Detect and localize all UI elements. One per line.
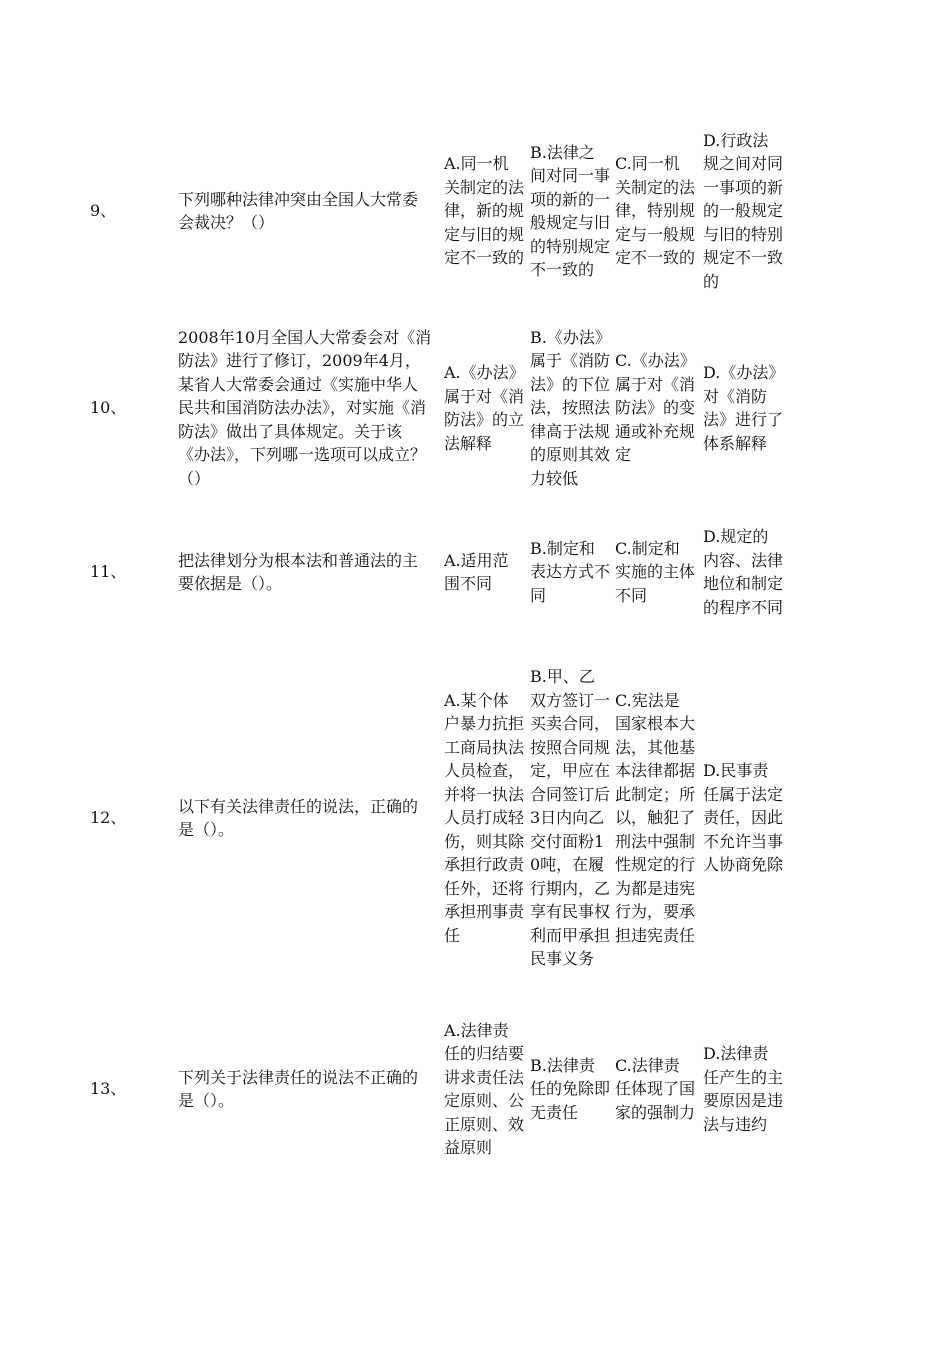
option-d: D.规定的内容、法律地位和制定的程序不同 [703, 527, 783, 617]
question-stem: 把法律划分为根本法和普通法的主要依据是（）。 [178, 550, 419, 593]
option-c: C.宪法是国家根本大法，其他基本法律都据此制定；所以，触犯了刑法中强制性规定的行为都是违宪行为，要承担违宪责任 [615, 690, 695, 945]
option-d: D.法律责任产生的主要原因是违法与违约 [703, 1044, 783, 1134]
question-row-13 [0, 1004, 950, 1174]
question-number: 11、 [90, 562, 127, 581]
option-c: C.同一机关制定的法律，特别规定与一般规定不一致的 [615, 154, 695, 268]
question-number: 9、 [90, 201, 117, 220]
option-d: D.民事责任属于法定责任，因此不允许当事人协商免除 [703, 761, 783, 875]
question-row-9 [0, 116, 950, 306]
option-c: C.制定和实施的主体不同 [615, 538, 695, 605]
option-b: B.法律责任的免除即无责任 [530, 1055, 610, 1122]
option-c: C.《办法》属于对《消防法》的变通或补充规定 [615, 351, 695, 465]
option-a: A.某个体户暴力抗拒工商局执法人员检查，并将一执法人员打成轻伤，则其除承担行政责任外，还将承担刑事责任 [444, 690, 524, 945]
question-row-10 [0, 302, 950, 514]
question-stem: 下列哪种法律冲突由全国人大常委会裁决？（） [178, 189, 419, 232]
question-row-12 [0, 630, 950, 1006]
option-a: A.同一机关制定的法律，新的规定与旧的规定不一致的 [444, 154, 524, 268]
option-a: A.《办法》属于对《消防法》的立法解释 [444, 363, 524, 453]
option-a: A.适用范围不同 [444, 550, 509, 593]
option-d: D.行政法规之间对同一事项的新的一般规定与旧的特别规定不一致的 [703, 130, 783, 291]
option-b: B.法律之间对同一事项的新的一般规定与旧的特别规定不一致的 [530, 142, 610, 279]
question-stem: 下列关于法律责任的说法不正确的是（）。 [178, 1067, 419, 1110]
option-b: B.《办法》属于《消防法》的下位法，按照法律高于法规的原则其效力较低 [530, 327, 610, 488]
question-number: 13、 [90, 1079, 127, 1098]
option-b: B.制定和表达方式不同 [530, 538, 610, 605]
question-number: 10、 [90, 398, 127, 417]
option-d: D.《办法》对《消防法》进行了体系解释 [703, 363, 783, 453]
question-stem: 2008年10月全国人大常委会对《消防法》进行了修订，2009年4月，某省人大常委会通过《实施中华人民共和国消防法办法》，对实施《消防法》做出了具体规定。关于该《办法》，下列哪一选项可以成立？（） [178, 327, 432, 488]
question-stem: 以下有关法律责任的说法，正确的是（）。 [178, 796, 419, 839]
option-b: B.甲、乙双方签订一买卖合同，按照合同规定，甲应在合同签订后3日内向乙交付面粉10吨，在履行期内，乙享有民事权利而甲承担民事义务 [530, 667, 610, 969]
question-number: 12、 [90, 808, 127, 827]
option-a: A.法律责任的归结要讲求责任法定原则、公正原则、效益原则 [444, 1020, 524, 1157]
question-row-11 [0, 512, 950, 632]
option-c: C.法律责任体现了国家的强制力 [615, 1055, 695, 1122]
